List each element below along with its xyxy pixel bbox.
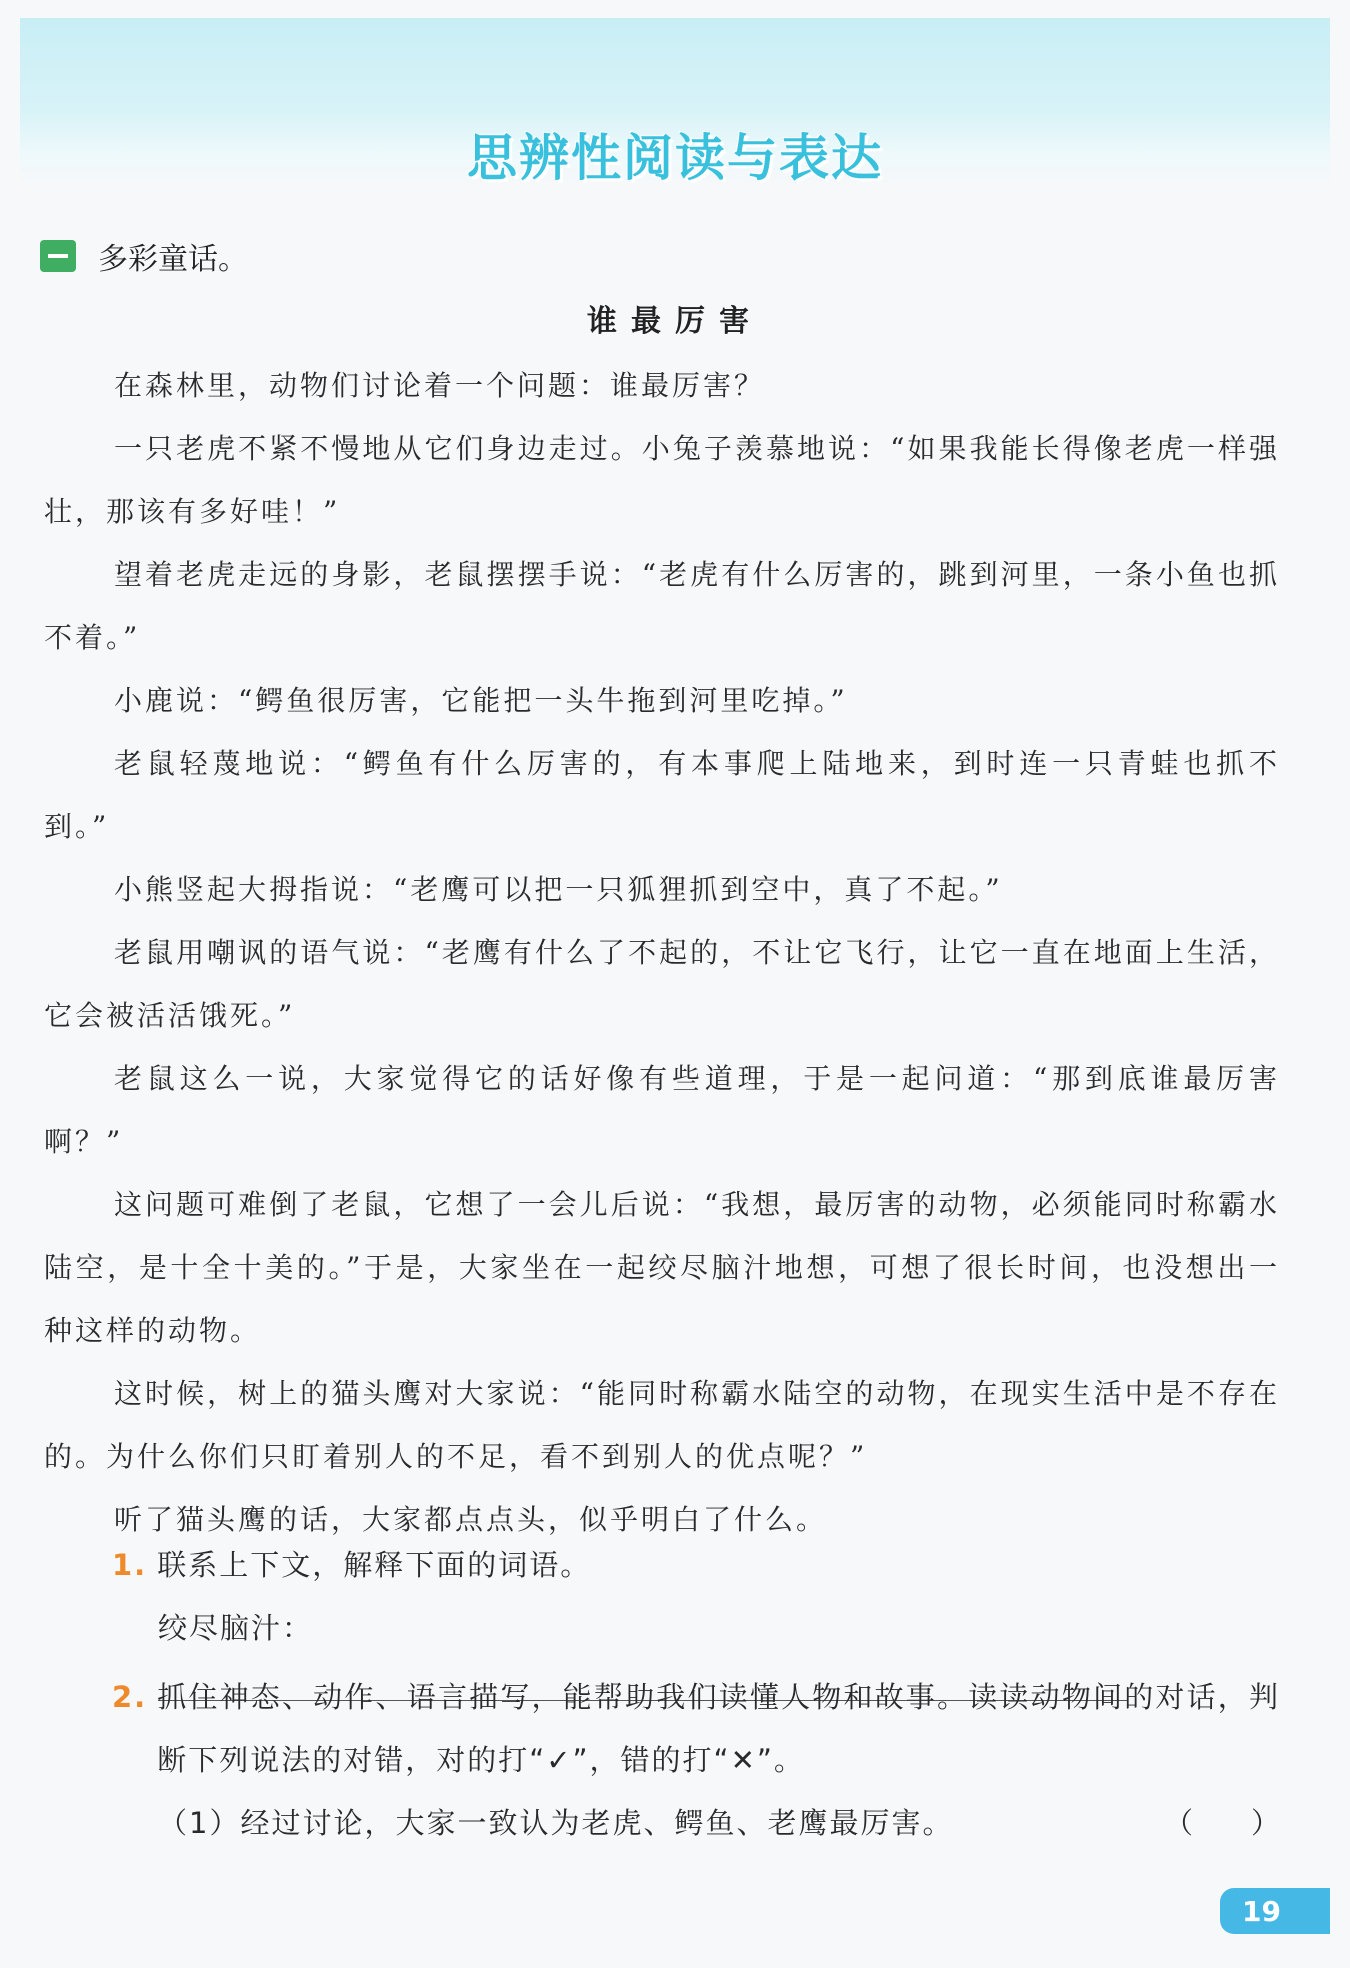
story-paragraph: 一只老虎不紧不慢地从它们身边走过。小兔子羡慕地说：“如果我能长得像老虎一样强壮，那该有多好哇！”	[44, 432, 1280, 528]
section-label: 多彩童话。	[98, 242, 248, 277]
section-heading	[40, 236, 248, 276]
page-number-tab	[1220, 1888, 1330, 1934]
story-paragraph: 这时候，树上的猫头鹰对大家说：“能同时称霸水陆空的动物，在现实生活中是不存在的。为什么你们只盯着别人的不足，看不到别人的优点呢？”	[44, 1377, 1280, 1473]
page-title: 思辨性阅读与表达	[467, 129, 883, 187]
answer-parentheses[interactable]: （ ）	[1163, 1806, 1280, 1840]
question-number: 2.	[112, 1680, 148, 1714]
judge-item-1: （1）经过讨论，大家一致认为老虎、鳄鱼、老鹰最厉害。	[158, 1806, 954, 1840]
story-paragraph: 老鼠这么一说，大家觉得它的话好像有些道理，于是一起问道：“那到底谁最厉害啊？”	[44, 1062, 1280, 1158]
story-paragraph: 这问题可难倒了老鼠，它想了一会儿后说：“我想，最厉害的动物，必须能同时称霸水陆空，是十全十美的。”于是，大家坐在一起绞尽脑汁地想，可想了很长时间，也没想出一种这样的动物。	[44, 1188, 1280, 1347]
page-number: 19	[1242, 1894, 1281, 1928]
section-number-badge	[40, 240, 76, 272]
story-title: 谁最厉害	[587, 304, 763, 339]
question-text: 抓住神态、动作、语言描写，能帮助我们读懂人物和故事。读读动物间的对话，判断下列说法的对错，对的打“✓”，错的打“✕”。	[157, 1680, 1280, 1777]
term-label: 绞尽脑汁：	[158, 1611, 314, 1645]
story-paragraph: 望着老虎走远的身影，老鼠摆摆手说：“老虎有什么厉害的，跳到河里，一条小鱼也抓不着。”	[44, 558, 1280, 654]
question-text: 联系上下文，解释下面的词语。	[157, 1548, 592, 1582]
question-number: 1.	[112, 1548, 148, 1582]
story-paragraph: 老鼠轻蔑地说：“鳄鱼有什么厉害的，有本事爬上陆地来，到时连一只青蛙也抓不到。”	[44, 747, 1280, 843]
story-paragraph: 在森林里，动物们讨论着一个问题：谁最厉害？	[114, 369, 766, 402]
story-paragraph: 老鼠用嘲讽的语气说：“老鹰有什么了不起的，不让它飞行，让它一直在地面上生活，它会被活活饿死。”	[44, 936, 1280, 1032]
story-paragraph: 小熊竖起大拇指说：“老鹰可以把一只狐狸抓到空中，真了不起。”	[114, 873, 1003, 906]
question-2	[112, 1666, 1280, 1855]
story-body	[44, 354, 1280, 1551]
story-paragraph: 听了猫头鹰的话，大家都点点头，似乎明白了什么。	[114, 1503, 828, 1536]
story-paragraph: 小鹿说：“鳄鱼很厉害，它能把一头牛拖到河里吃掉。”	[114, 684, 848, 717]
